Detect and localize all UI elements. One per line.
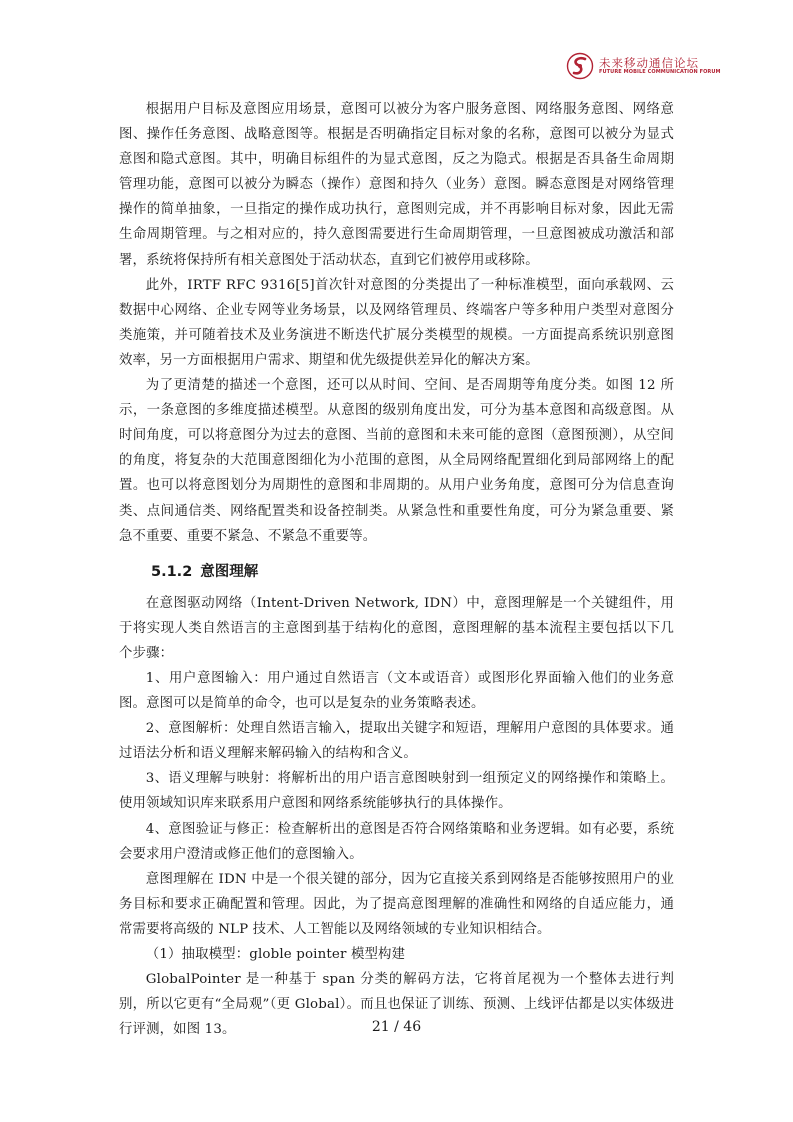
paragraph-step-2: 2、意图解析：处理自然语言输入，提取出关键字和短语，理解用户意图的具体要求。通过语法分析和语义理解来解码输入的结构和含义。 (119, 721, 674, 762)
page-number: 21 / 46 (371, 1019, 422, 1035)
section-heading (119, 561, 674, 583)
page-content (119, 97, 674, 1042)
paragraph-step-3: 3、语义理解与映射：将解析出的用户语言意图映射到一组预定义的网络操作和策略上。使用领域知识库来联系用户意图和网络系统能够执行的具体操作。 (119, 771, 674, 812)
paragraph-step-4: 4、意图验证与修正：检查解析出的意图是否符合网络策略和业务逻辑。如有必要，系统会要求用户澄清或修正他们的意图输入。 (119, 821, 674, 862)
section-number: 5.1.2 (151, 563, 193, 580)
paragraph-multidimensional: 为了更清楚的描述一个意图，还可以从时间、空间、是否周期等角度分类。如图 12 所示，一条意图的多维度描述模型。从意图的级别角度出发，可分为基本意图和高级意图。从时间角度，可以将意图分为过去的意图、当前的意图和未来可能的意图（意图预测），从空间的角度，将复杂的大范围意图细化为小范围的意图，从全局网络配置细化到局部网络上的配置。也可以将意图划分为周期性的意图和非周期的。从用户业务角度，意图可分为信息查询类、点间通信类、网络配置类和设备控制类。从紧急性和重要性角度，可分为紧急重要、紧急不重要、重要不紧急、不紧急不重要等。 (119, 378, 674, 544)
section-title: 意图理解 (200, 563, 259, 580)
paragraph-idn-importance: 意图理解在 IDN 中是一个很关键的部分，因为它直接关系到网络是否能够按照用户的业务目标和要求正确配置和管理。因此，为了提高意图理解的准确性和网络的自适应能力，通常需要将高级的 NLP 技术、人工智能以及网络领域的专业知识相结合。 (119, 871, 674, 937)
forum-logo-icon (566, 52, 594, 80)
logo-text-cn: 未来移动通信论坛 (599, 56, 699, 70)
paragraph-idn-intro: 在意图驱动网络（Intent-Driven Network, IDN）中，意图理解是一个关键组件，用于将实现人类自然语言的主意图到基于结构化的意图，意图理解的基本流程主要包括以下几个步骤： (119, 595, 674, 661)
paragraph-model-heading: （1）抽取模型：globle pointer 模型构建 (145, 947, 406, 962)
paragraph-globalpointer: GlobalPointer 是一种基于 span 分类的解码方法，它将首尾视为一个整体去进行判别，所以它更有“全局观”（更 Global）。而且也保证了训练、预测、上线评估都是以实体级进行评测，如图 13。 (119, 972, 674, 1038)
paragraph-rfc-model: 此外，IRTF RFC 9316[5]首次针对意图的分类提出了一种标准模型，面向承载网、云数据中心网络、企业专网等业务场景，以及网络管理员、终端客户等多种用户类型对意图分类施策，并可随着技术及业务演进不断迭代扩展分类模型的规模。一方面提高系统识别意图效率，另一方面根据用户需求、期望和优先级提供差异化的解决方案。 (119, 277, 674, 368)
paragraph-intent-types: 根据用户目标及意图应用场景，意图可以被分为客户服务意图、网络服务意图、网络意图、操作任务意图、战略意图等。根据是否明确指定目标对象的名称，意图可以被分为显式意图和隐式意图。其中，明确目标组件的为显式意图，反之为隐式。根据是否具备生命周期管理功能，意图可以被分为瞬态（操作）意图和持久（业务）意图。瞬态意图是对网络管理操作的简单抽象，一旦指定的操作成功执行，意图则完成，并不再影响目标对象，因此无需生命周期管理。与之相对应的，持久意图需要进行生命周期管理，一旦意图被成功激活和部署，系统将保持所有相关意图处于活动状态，直到它们被停用或移除。 (119, 102, 674, 268)
paragraph-step-1: 1、用户意图输入：用户通过自然语言（文本或语音）或图形化界面输入他们的业务意图。意图可以是简单的命令，也可以是复杂的业务策略表述。 (119, 670, 674, 712)
header-logo (566, 52, 721, 82)
logo-text-en: FUTURE MOBILE COMMUNICATION FORUM (599, 69, 721, 75)
